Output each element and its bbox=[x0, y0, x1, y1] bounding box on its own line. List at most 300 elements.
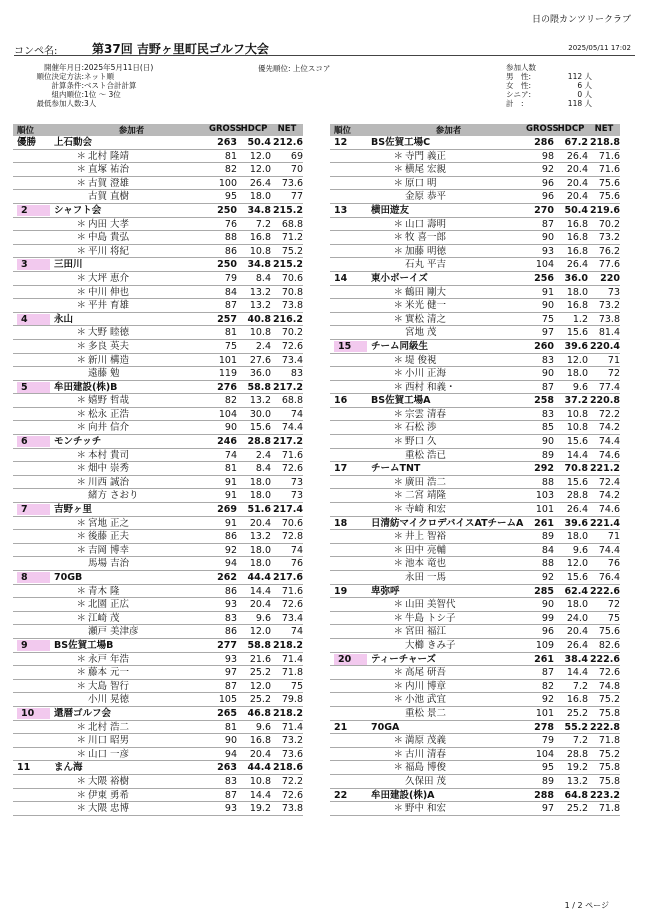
player-name bbox=[54, 544, 209, 557]
rank-cell bbox=[330, 367, 371, 380]
hdcp-cell: 27.6 bbox=[249, 354, 271, 366]
team-name bbox=[371, 789, 526, 802]
hdcp-cell: 8.4 bbox=[255, 272, 271, 284]
hdcp-cell: 16.8 bbox=[566, 232, 588, 244]
rank-cell bbox=[13, 326, 54, 339]
condition-label: 順位決定方法: bbox=[36, 72, 84, 81]
rank-cell bbox=[330, 585, 371, 598]
rank-cell bbox=[13, 530, 54, 543]
player-name bbox=[54, 218, 209, 231]
net-cell: 212.6 bbox=[272, 137, 303, 148]
gross-cell: 86 bbox=[224, 245, 237, 257]
net-cell: 219.6 bbox=[589, 204, 620, 216]
hdcp-cell: 28.8 bbox=[566, 748, 588, 760]
counted-mark-icon: ＊ bbox=[393, 286, 403, 298]
team-name bbox=[371, 340, 526, 353]
team-name bbox=[371, 462, 526, 475]
name-text: 小川 晃徳 bbox=[88, 694, 130, 706]
rank-label: 14 bbox=[334, 272, 348, 284]
player-name bbox=[54, 462, 209, 475]
name-text: 卑弥呼 bbox=[371, 585, 400, 597]
counted-mark-icon: ＊ bbox=[393, 694, 403, 706]
name-text: 牟田建設(株)A bbox=[371, 789, 435, 801]
hdcp-cell: 24.0 bbox=[566, 612, 588, 624]
net-cell: 75.2 bbox=[598, 694, 620, 706]
counted-mark-icon: ＊ bbox=[76, 150, 86, 162]
hdcp-cell: 40.8 bbox=[247, 313, 271, 325]
counted-mark-icon: ＊ bbox=[76, 748, 86, 760]
name-text: 内田 大孝 bbox=[88, 218, 130, 230]
player-row bbox=[13, 326, 303, 340]
team-row bbox=[13, 707, 303, 721]
net-cell: 76 bbox=[290, 558, 303, 570]
name-text: 馬場 吉治 bbox=[88, 558, 130, 570]
gross-cell: 83 bbox=[224, 612, 237, 624]
net-cell: 215.2 bbox=[272, 259, 303, 271]
club-name: 日の隈カンツリークラブ bbox=[531, 15, 631, 25]
name-text: 直塚 祐治 bbox=[88, 164, 130, 176]
gross-cell: 263 bbox=[217, 137, 237, 148]
net-cell: 75 bbox=[607, 612, 620, 624]
rank-cell bbox=[330, 544, 371, 557]
rank-cell bbox=[13, 421, 54, 434]
counted-mark-icon: ＊ bbox=[393, 177, 403, 189]
player-name bbox=[371, 503, 526, 516]
net-cell: 74.4 bbox=[598, 544, 620, 556]
rank-cell bbox=[13, 639, 54, 652]
col-rank: 順位 bbox=[17, 126, 35, 136]
team-row bbox=[13, 258, 303, 272]
hdcp-cell: 12.0 bbox=[249, 680, 271, 692]
gross-cell: 94 bbox=[224, 748, 237, 760]
name-text: 山口 一彦 bbox=[88, 748, 130, 760]
name-text: 大島 智行 bbox=[88, 680, 130, 692]
hdcp-cell: 67.2 bbox=[564, 137, 588, 148]
print-datetime: 2025/05/11 17:02 bbox=[568, 44, 631, 52]
team-row bbox=[13, 761, 303, 775]
hdcp-cell: 19.2 bbox=[566, 762, 588, 774]
player-name bbox=[371, 625, 526, 638]
player-row bbox=[330, 258, 620, 272]
hdcp-cell: 44.4 bbox=[247, 762, 271, 774]
col-rank: 順位 bbox=[334, 126, 352, 136]
rank-cell bbox=[13, 680, 54, 693]
counted-mark-icon: ＊ bbox=[76, 177, 86, 189]
player-row bbox=[13, 245, 303, 259]
player-row bbox=[13, 462, 303, 476]
name-text: 中川 伸也 bbox=[88, 286, 130, 298]
team-row bbox=[330, 204, 620, 218]
name-text: 鶴田 剛大 bbox=[405, 286, 447, 298]
hdcp-cell: 25.2 bbox=[249, 694, 271, 706]
hdcp-cell: 70.8 bbox=[564, 463, 588, 475]
player-row bbox=[13, 408, 303, 422]
gross-cell: 81 bbox=[224, 721, 237, 733]
gross-cell: 90 bbox=[541, 300, 554, 312]
player-name bbox=[371, 734, 526, 747]
hdcp-cell: 18.0 bbox=[566, 531, 588, 543]
name-text: 廣田 浩二 bbox=[405, 476, 447, 488]
name-text: 永山 bbox=[54, 313, 74, 325]
rank-badge: 5 bbox=[17, 382, 50, 393]
rank-cell bbox=[330, 598, 371, 611]
gross-cell: 83 bbox=[541, 408, 554, 420]
counted-mark-icon: ＊ bbox=[76, 612, 86, 624]
counted-mark-icon: ＊ bbox=[76, 517, 86, 529]
player-name bbox=[54, 299, 209, 312]
net-cell: 72.4 bbox=[598, 476, 620, 488]
team-row bbox=[13, 313, 303, 327]
rank-cell bbox=[13, 449, 54, 462]
net-cell: 73 bbox=[290, 476, 303, 488]
player-row bbox=[330, 761, 620, 775]
rank-label: 12 bbox=[334, 137, 348, 148]
name-text: 堤 俊視 bbox=[405, 354, 437, 366]
net-cell: 74 bbox=[290, 626, 303, 638]
team-row bbox=[330, 340, 620, 354]
gross-cell: 87 bbox=[541, 381, 554, 393]
player-row bbox=[330, 408, 620, 422]
gross-cell: 250 bbox=[217, 204, 237, 216]
participants-label: 女 性: bbox=[506, 81, 532, 90]
name-text: チーム同級生 bbox=[371, 340, 429, 352]
counted-mark-icon: ＊ bbox=[393, 354, 403, 366]
net-cell: 221.4 bbox=[589, 517, 620, 529]
rank-cell bbox=[330, 748, 371, 761]
player-row bbox=[13, 163, 303, 177]
gross-cell: 87 bbox=[541, 218, 554, 230]
hdcp-cell: 10.8 bbox=[249, 775, 271, 787]
hdcp-cell: 1.2 bbox=[572, 313, 588, 325]
name-text: 満原 茂義 bbox=[405, 735, 447, 747]
name-text: 高尾 研吾 bbox=[405, 667, 447, 679]
net-cell: 72.2 bbox=[598, 408, 620, 420]
gross-cell: 261 bbox=[534, 517, 554, 529]
net-cell: 75 bbox=[290, 680, 303, 692]
player-row bbox=[13, 340, 303, 354]
name-text: 大隈 裕樹 bbox=[88, 775, 130, 787]
col-name: 参加者 bbox=[435, 126, 462, 136]
counted-mark-icon: ＊ bbox=[76, 544, 86, 556]
rank-cell bbox=[330, 286, 371, 299]
player-name bbox=[54, 245, 209, 258]
hdcp-cell: 50.4 bbox=[564, 204, 588, 216]
net-cell: 74 bbox=[290, 544, 303, 556]
rank-label: 22 bbox=[334, 789, 348, 801]
name-text: 小川 正海 bbox=[405, 368, 447, 380]
net-cell: 71 bbox=[607, 531, 620, 543]
priority-label: 優先順位: bbox=[258, 64, 291, 73]
gross-cell: 84 bbox=[541, 544, 554, 556]
player-row bbox=[13, 748, 303, 762]
player-name bbox=[54, 721, 209, 734]
player-name bbox=[54, 693, 209, 706]
net-cell: 72 bbox=[607, 368, 620, 380]
hdcp-cell: 13.2 bbox=[249, 531, 271, 543]
rank-badge: 7 bbox=[17, 504, 50, 515]
gross-cell: 87 bbox=[224, 680, 237, 692]
name-text: 宗雲 清春 bbox=[405, 408, 447, 420]
participants-value: 0 人 bbox=[577, 90, 592, 99]
name-text: 池本 竜也 bbox=[405, 558, 447, 570]
rank-cell bbox=[13, 394, 54, 407]
rank-cell bbox=[330, 734, 371, 747]
participants-block bbox=[506, 63, 592, 108]
net-cell: 75.6 bbox=[598, 177, 620, 189]
net-cell: 75.6 bbox=[598, 191, 620, 203]
player-name bbox=[54, 625, 209, 638]
player-row bbox=[330, 489, 620, 503]
participants-value: 6 人 bbox=[577, 81, 592, 90]
player-name bbox=[371, 802, 526, 815]
net-cell: 72.6 bbox=[598, 667, 620, 679]
net-cell: 74 bbox=[290, 408, 303, 420]
counted-mark-icon: ＊ bbox=[393, 762, 403, 774]
net-cell: 74.4 bbox=[281, 422, 303, 434]
gross-cell: 86 bbox=[224, 531, 237, 543]
rank-label: 18 bbox=[334, 517, 348, 529]
rank-cell bbox=[13, 476, 54, 489]
net-cell: 73 bbox=[290, 490, 303, 502]
player-row bbox=[330, 639, 620, 653]
name-text: 北村 隆靖 bbox=[88, 150, 130, 162]
player-name bbox=[371, 367, 526, 380]
hdcp-cell: 9.6 bbox=[572, 544, 588, 556]
rank-cell bbox=[330, 721, 371, 734]
gross-cell: 90 bbox=[224, 422, 237, 434]
gross-cell: 97 bbox=[541, 327, 554, 339]
player-name bbox=[371, 680, 526, 693]
rank-cell bbox=[13, 435, 54, 448]
gross-cell: 246 bbox=[217, 436, 237, 448]
player-name bbox=[54, 231, 209, 244]
counted-mark-icon: ＊ bbox=[76, 735, 86, 747]
player-row bbox=[330, 476, 620, 490]
gross-cell: 261 bbox=[534, 653, 554, 665]
gross-cell: 292 bbox=[534, 463, 554, 475]
player-row bbox=[13, 489, 303, 503]
rank-cell bbox=[13, 245, 54, 258]
title-rule bbox=[14, 55, 635, 56]
rank-cell bbox=[13, 802, 54, 815]
gross-cell: 89 bbox=[541, 531, 554, 543]
rank-cell bbox=[330, 150, 371, 163]
counted-mark-icon: ＊ bbox=[393, 558, 403, 570]
rank-cell bbox=[330, 530, 371, 543]
player-name bbox=[371, 381, 526, 394]
player-name bbox=[54, 680, 209, 693]
net-cell: 70.8 bbox=[281, 286, 303, 298]
name-text: 田中 亮輔 bbox=[405, 544, 447, 556]
rank-cell bbox=[330, 775, 371, 788]
rank-cell bbox=[13, 761, 54, 774]
gross-cell: 87 bbox=[224, 789, 237, 801]
player-row bbox=[13, 367, 303, 381]
name-text: 藤本 元一 bbox=[88, 667, 130, 679]
team-name bbox=[371, 517, 526, 530]
name-text: ティーチャーズ bbox=[371, 653, 436, 665]
hdcp-cell: 15.6 bbox=[566, 327, 588, 339]
player-row bbox=[13, 530, 303, 544]
counted-mark-icon: ＊ bbox=[393, 232, 403, 244]
player-row bbox=[330, 802, 620, 816]
player-row bbox=[13, 557, 303, 571]
player-name bbox=[371, 177, 526, 190]
hdcp-cell: 20.4 bbox=[566, 177, 588, 189]
counted-mark-icon: ＊ bbox=[393, 544, 403, 556]
counted-mark-icon: ＊ bbox=[76, 775, 86, 787]
team-name bbox=[54, 571, 209, 584]
net-cell: 77.4 bbox=[598, 381, 620, 393]
hdcp-cell: 2.4 bbox=[255, 340, 271, 352]
name-text: 井上 智裕 bbox=[405, 531, 447, 543]
col-gross: GROSS bbox=[526, 124, 559, 134]
hdcp-cell: 15.6 bbox=[566, 572, 588, 583]
rank-cell bbox=[13, 462, 54, 475]
counted-mark-icon: ＊ bbox=[76, 585, 86, 597]
counted-mark-icon: ＊ bbox=[76, 164, 86, 176]
rank-label: 13 bbox=[334, 204, 348, 216]
counted-mark-icon: ＊ bbox=[393, 164, 403, 176]
gross-cell: 81 bbox=[224, 150, 237, 162]
counted-mark-icon: ＊ bbox=[393, 599, 403, 611]
net-cell: 73.8 bbox=[598, 313, 620, 325]
rank-cell bbox=[13, 721, 54, 734]
gross-cell: 96 bbox=[541, 191, 554, 203]
team-name bbox=[371, 272, 526, 285]
player-name bbox=[371, 421, 526, 434]
counted-mark-icon: ＊ bbox=[393, 803, 403, 815]
hdcp-cell: 36.0 bbox=[564, 272, 588, 284]
net-cell: 217.6 bbox=[272, 572, 303, 583]
hdcp-cell: 13.2 bbox=[249, 395, 271, 407]
hdcp-cell: 14.4 bbox=[249, 789, 271, 801]
name-text: 野中 和宏 bbox=[405, 803, 447, 815]
rank-label: 16 bbox=[334, 395, 348, 407]
name-text: 寺崎 和宏 bbox=[405, 504, 447, 516]
rank-cell bbox=[330, 218, 371, 231]
net-cell: 76.4 bbox=[598, 572, 620, 583]
rank-cell bbox=[330, 489, 371, 502]
name-text: 永戸 年浩 bbox=[88, 653, 130, 665]
gross-cell: 87 bbox=[224, 300, 237, 312]
net-cell: 73.6 bbox=[281, 177, 303, 189]
rank-label: 19 bbox=[334, 585, 348, 597]
hdcp-cell: 20.4 bbox=[249, 748, 271, 760]
player-row bbox=[13, 775, 303, 789]
name-text: BS佐賀工場B bbox=[54, 639, 114, 651]
player-row bbox=[13, 299, 303, 313]
rank-cell bbox=[330, 462, 371, 475]
team-name bbox=[54, 381, 209, 394]
gross-cell: 288 bbox=[534, 789, 554, 801]
player-row bbox=[330, 530, 620, 544]
net-cell: 74.2 bbox=[598, 490, 620, 502]
counted-mark-icon: ＊ bbox=[76, 218, 86, 230]
name-text: 畑中 崇秀 bbox=[88, 463, 130, 475]
player-name bbox=[54, 802, 209, 815]
player-row bbox=[330, 734, 620, 748]
net-cell: 72.2 bbox=[281, 775, 303, 787]
name-text: 大隈 忠博 bbox=[88, 803, 130, 815]
priority-block bbox=[258, 64, 330, 73]
player-row bbox=[13, 517, 303, 531]
gross-cell: 93 bbox=[224, 653, 237, 665]
player-name bbox=[371, 748, 526, 761]
name-text: 70GB bbox=[54, 572, 83, 583]
competition-title: 第37回 吉野ヶ里町民ゴルフ大会 bbox=[92, 42, 269, 56]
rank-cell bbox=[13, 585, 54, 598]
player-row bbox=[330, 177, 620, 191]
rank-cell bbox=[330, 476, 371, 489]
gross-cell: 85 bbox=[541, 422, 554, 434]
condition-value: 2025年5月11日(日) bbox=[84, 63, 154, 72]
player-name bbox=[371, 150, 526, 163]
player-name bbox=[54, 789, 209, 802]
gross-cell: 89 bbox=[541, 449, 554, 461]
player-name bbox=[371, 245, 526, 258]
rank-cell bbox=[13, 340, 54, 353]
net-cell: 83 bbox=[290, 368, 303, 380]
rank-cell bbox=[330, 272, 371, 285]
player-row bbox=[13, 666, 303, 680]
hdcp-cell: 13.2 bbox=[566, 775, 588, 787]
player-row bbox=[330, 421, 620, 435]
counted-mark-icon: ＊ bbox=[393, 748, 403, 760]
gross-cell: 88 bbox=[541, 476, 554, 488]
player-name bbox=[371, 190, 526, 203]
gross-cell: 79 bbox=[541, 735, 554, 747]
counted-mark-icon: ＊ bbox=[76, 354, 86, 366]
rank-cell bbox=[13, 286, 54, 299]
condition-label: 最低参加人数: bbox=[36, 99, 84, 108]
gross-cell: 91 bbox=[541, 286, 554, 298]
rank-cell bbox=[13, 231, 54, 244]
name-text: BS佐賀工場C bbox=[371, 137, 431, 148]
rank-cell bbox=[13, 571, 54, 584]
player-row bbox=[13, 612, 303, 626]
rank-cell bbox=[13, 557, 54, 570]
counted-mark-icon: ＊ bbox=[393, 680, 403, 692]
net-cell: 76 bbox=[607, 558, 620, 570]
name-text: 寺門 義正 bbox=[405, 150, 447, 162]
hdcp-cell: 16.8 bbox=[566, 245, 588, 257]
player-name bbox=[371, 476, 526, 489]
counted-mark-icon: ＊ bbox=[393, 490, 403, 502]
player-row bbox=[13, 272, 303, 286]
rank-cell bbox=[330, 435, 371, 448]
participants-value: 118 人 bbox=[567, 99, 592, 108]
gross-cell: 278 bbox=[534, 721, 554, 733]
gross-cell: 93 bbox=[541, 245, 554, 257]
gross-cell: 101 bbox=[218, 354, 237, 366]
team-row bbox=[13, 435, 303, 449]
hdcp-cell: 12.0 bbox=[249, 626, 271, 638]
team-row bbox=[330, 136, 620, 150]
rank-cell bbox=[330, 503, 371, 516]
name-text: 伊東 勇希 bbox=[88, 789, 130, 801]
gross-cell: 96 bbox=[541, 626, 554, 638]
name-text: 東小ボーイズ bbox=[371, 272, 428, 284]
condition-label: 開催年月日: bbox=[43, 63, 84, 72]
rank-cell bbox=[330, 204, 371, 217]
competition-label: コンペ名: bbox=[14, 46, 58, 57]
rank-cell bbox=[330, 421, 371, 434]
counted-mark-icon: ＊ bbox=[393, 218, 403, 230]
player-name bbox=[54, 326, 209, 339]
gross-cell: 97 bbox=[224, 667, 237, 679]
name-text: 川口 昭男 bbox=[88, 735, 130, 747]
